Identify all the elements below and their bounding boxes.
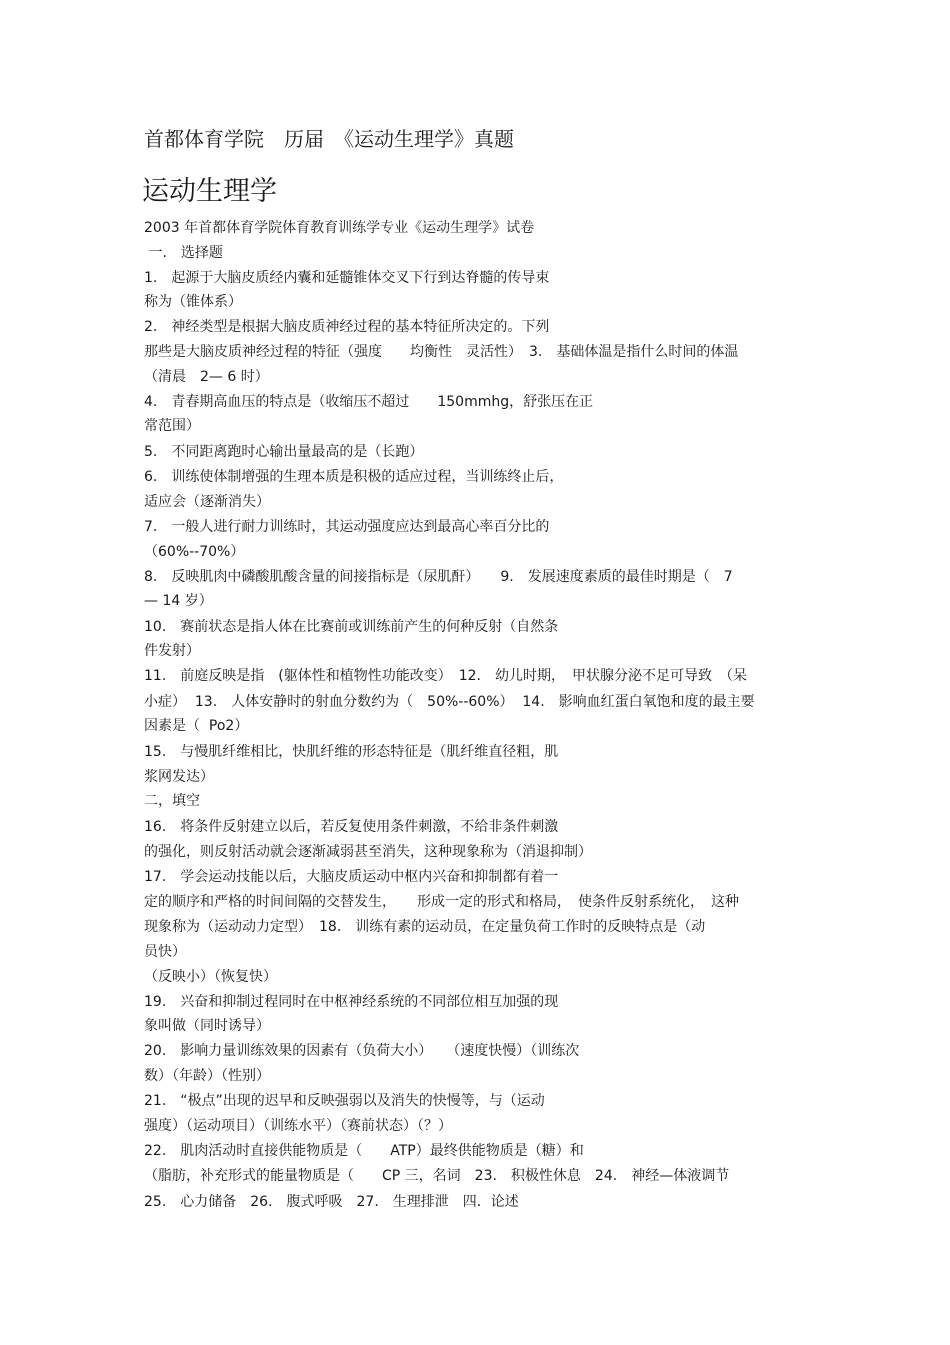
document-line: 现象称为（运动动力定型） 18. 训练有素的运动员，在定量负荷工作时的反映特点是（动 — [144, 919, 706, 935]
document-title: 首都体育学院 历届 《运动生理学》真题 — [144, 127, 514, 151]
document-line: 2. 神经类型是根据大脑皮质神经过程的基本特征所决定的。下列 — [144, 319, 550, 335]
document-line: 15. 与慢肌纤维相比，快肌纤维的形态特征是（肌纤维直径粗，肌 — [144, 744, 559, 760]
document-line: 小症） 13. 人体安静时的射血分数约为（ 50%--60%） 14. 影响血红蛋白氧饱和度的最主要 — [144, 694, 755, 710]
document-line: （脂肪，补充形式的能量物质是（ CP 三，名词 23. 积极性休息 24. 神经—体液调节 — [144, 1168, 730, 1184]
document-line: 4. 青春期高血压的特点是（收缩压不超过 150mmhg，舒张压在正 — [144, 394, 594, 410]
document-line: 7. 一般人进行耐力训练时，其运动强度应达到最高心率百分比的 — [144, 519, 550, 535]
document-line: 10. 赛前状态是指人体在比赛前或训练前产生的何种反射（自然条 — [144, 619, 559, 635]
document-line: 象叫做（同时诱导） — [144, 1018, 270, 1034]
document-line: — 14 岁） — [144, 593, 213, 609]
document-line: （反映小）（恢复快） — [144, 969, 277, 985]
document-line: 16. 将条件反射建立以后，若反复使用条件刺激，不给非条件刺激 — [144, 819, 559, 835]
document-line: 11. 前庭反映是指 (躯体性和植物性功能改变） 12. 幼儿时期， 甲状腺分泌不足可导致 （呆 — [144, 668, 747, 684]
document-line: 1. 起源于大脑皮质经内囊和延髓锥体交叉下行到达脊髓的传导束 — [144, 270, 550, 286]
document-line: 员快） — [144, 944, 186, 960]
document-line: 件发射） — [144, 643, 200, 659]
document-line: 的强化，则反射活动就会逐渐减弱甚至消失，这种现象称为（消退抑制） — [144, 844, 592, 860]
document-line: 17. 学会运动技能以后，大脑皮质运动中枢内兴奋和抑制都有着一 — [144, 869, 559, 885]
document-line: 25. 心力储备 26. 腹式呼吸 27. 生理排泄 四．论述 — [144, 1194, 519, 1210]
document-line: 2003 年首都体育学院体育教育训练学专业《运动生理学》试卷 — [144, 220, 535, 236]
document-line: 一. 选择题 — [144, 245, 223, 261]
document-line: 二，填空 — [144, 793, 200, 809]
document-line: 21. “极点”出现的迟早和反映强弱以及消失的快慢等，与（运动 — [144, 1093, 545, 1109]
document-line: 19. 兴奋和抑制过程同时在中枢神经系统的不同部位相互加强的现 — [144, 994, 559, 1010]
document-line: 5. 不同距离跑时心输出量最高的是（长跑） — [144, 444, 424, 460]
document-line: （60%--70%） — [144, 544, 245, 560]
document-line: 数）（年龄）（性别） — [144, 1068, 270, 1084]
document-line: 6. 训练使体制增强的生理本质是积极的适应过程，当训练终止后， — [144, 469, 564, 485]
document-heading: 运动生理学 — [142, 176, 277, 207]
document-line: 适应会（逐渐消失） — [144, 494, 270, 510]
document-line: （清晨 2— 6 时） — [144, 369, 269, 385]
document-line: 定的顺序和严格的时间间隔的交替发生， 形成一定的形式和格局， 使条件反射系统化， 这种 — [144, 894, 739, 910]
document-line: 22. 肌肉活动时直接供能物质是（ ATP）最终供能物质是（糖）和 — [144, 1143, 584, 1159]
document-line: 称为（锥体系） — [144, 294, 242, 310]
document-line: 因素是（ Po2） — [144, 718, 249, 734]
document-line: 常范围） — [144, 418, 200, 434]
document-line: 强度）（运动项目）（训练水平）（赛前状态）（？） — [144, 1118, 452, 1134]
document-line: 8. 反映肌肉中磷酸肌酸含量的间接指标是（尿肌酐） 9. 发展速度素质的最佳时期是（ 7 — [144, 569, 733, 585]
document-line: 20. 影响力量训练效果的因素有（负荷大小） （速度快慢）（训练次 — [144, 1043, 580, 1059]
document-line: 那些是大脑皮质神经过程的特征（强度 均衡性 灵活性） 3. 基础体温是指什么时间的体温 — [144, 344, 739, 360]
document-line: 浆网发达） — [144, 769, 214, 785]
